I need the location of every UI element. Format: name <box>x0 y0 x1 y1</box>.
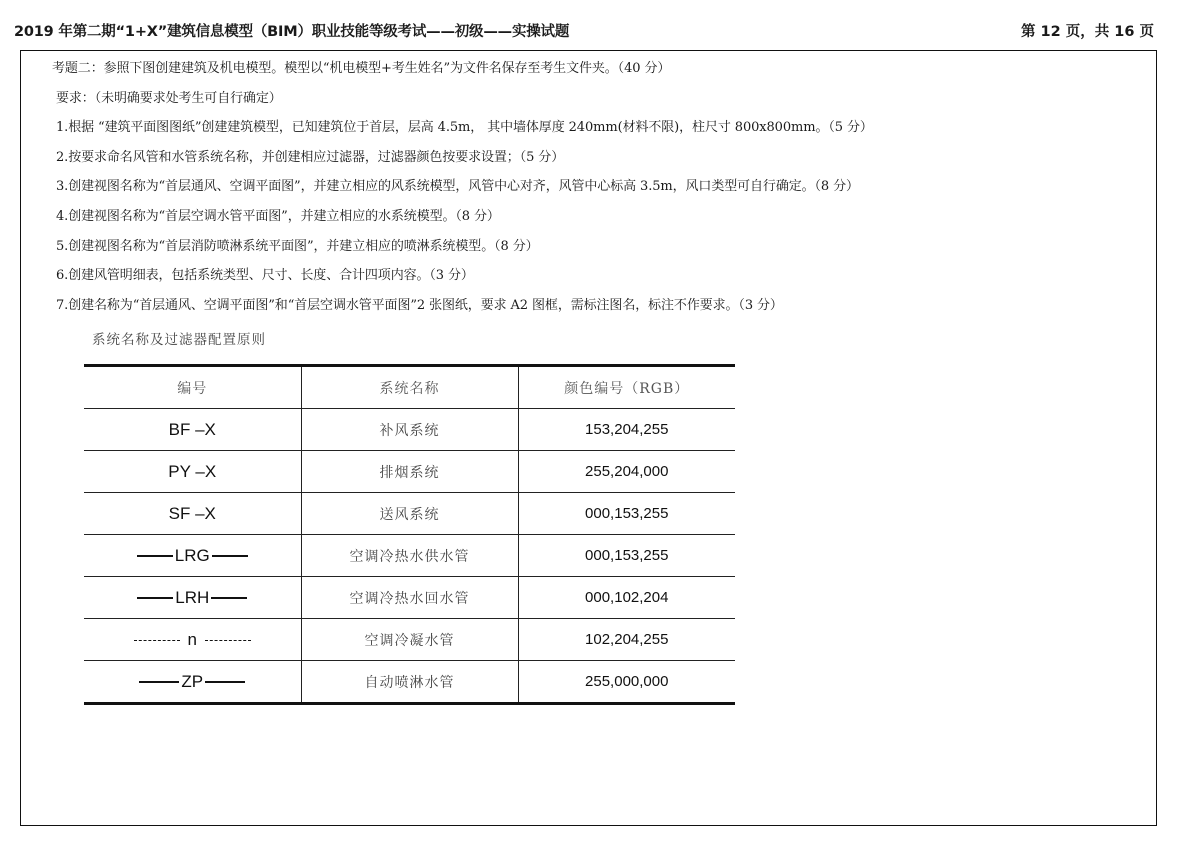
pipe-line-right <box>205 681 245 683</box>
pipe-line-right <box>211 597 247 599</box>
row-code-cell <box>84 535 301 577</box>
table-row <box>84 409 735 451</box>
header-rgb: 颜色编号（RGB） <box>518 366 735 409</box>
row-rgb: 255,000,000 <box>518 661 735 704</box>
pipe-line-left <box>137 597 173 599</box>
dashed-line-right <box>205 640 251 641</box>
row-code: n <box>187 629 197 649</box>
requirement-item-1: 1.根据 “建筑平面图图纸”创建建筑模型，已知建筑位于首层，层高 4.5m， 其中墙体厚度 240mm(材料不限)，柱尺寸 800x800mm。（5 分） <box>56 120 873 135</box>
requirement-item-5: 5.创建视图名称为“首层消防喷淋系统平面图”，并建立相应的喷淋系统模型。（8 分） <box>56 239 539 254</box>
table-row <box>84 493 735 535</box>
requirements-label: 要求：（未明确要求处考生可自行确定） <box>56 91 282 106</box>
requirement-item-7: 7.创建名称为“首层通风、空调平面图”和“首层空调水管平面图”2 张图纸，要求 A2 图框，需标注图名，标注不作要求。（3 分） <box>56 298 783 313</box>
header-system-name: 系统名称 <box>301 366 518 409</box>
row-rgb: 000,102,204 <box>518 577 735 619</box>
table-title: 系统名称及过滤器配置原则 <box>92 332 266 348</box>
row-rgb: 255,204,000 <box>518 451 735 493</box>
table-row <box>84 451 735 493</box>
row-code: LRH <box>175 587 210 607</box>
pipe-line-left <box>137 555 173 557</box>
row-code: SF –X <box>84 493 301 535</box>
document-title: 2019 年第二期“1+X”建筑信息模型（BIM）职业技能等级考试——初级——实操试题 <box>14 24 570 40</box>
row-system-name: 送风系统 <box>301 493 518 535</box>
requirement-item-2: 2.按要求命名风管和水管系统名称，并创建相应过滤器，过滤器颜色按要求设置；（5 分） <box>56 150 565 165</box>
row-code: PY –X <box>84 451 301 493</box>
row-code-cell <box>84 577 301 619</box>
row-system-name: 空调冷热水供水管 <box>301 535 518 577</box>
requirement-item-4: 4.创建视图名称为“首层空调水管平面图”，并建立相应的水系统模型。（8 分） <box>56 209 500 224</box>
requirement-item-3: 3.创建视图名称为“首层通风、空调平面图”，并建立相应的风系统模型，风管中心对齐，风管中心标高 3.5m，风口类型可自行确定。（8 分） <box>56 179 859 194</box>
pipe-line-right <box>212 555 248 557</box>
row-code: LRG <box>174 545 210 565</box>
row-rgb: 000,153,255 <box>518 493 735 535</box>
table-row <box>84 661 735 704</box>
table-row <box>84 535 735 577</box>
requirement-item-6: 6.创建风管明细表，包括系统类型、尺寸、长度、合计四项内容。（3 分） <box>56 268 474 283</box>
row-rgb: 102,204,255 <box>518 619 735 661</box>
row-code: ZP <box>181 671 204 691</box>
row-system-name: 排烟系统 <box>301 451 518 493</box>
question-intro: 考题二：参照下图创建建筑及机电模型。模型以“机电模型+考生姓名”为文件名保存至考生文件夹。（40 分） <box>52 61 671 76</box>
table-row <box>84 577 735 619</box>
table-row <box>84 619 735 661</box>
dashed-line-left <box>134 640 180 641</box>
row-rgb: 153,204,255 <box>518 409 735 451</box>
pipe-line-left <box>139 681 179 683</box>
row-system-name: 空调冷热水回水管 <box>301 577 518 619</box>
system-config-table <box>84 364 735 705</box>
row-system-name: 自动喷淋水管 <box>301 661 518 704</box>
row-system-name: 补风系统 <box>301 409 518 451</box>
header-code: 编号 <box>84 366 301 409</box>
page-number: 第 12 页，共 16 页 <box>1020 24 1154 40</box>
row-code-cell <box>84 619 301 661</box>
row-code: BF –X <box>84 409 301 451</box>
row-code-cell <box>84 661 301 704</box>
row-system-name: 空调冷凝水管 <box>301 619 518 661</box>
row-rgb: 000,153,255 <box>518 535 735 577</box>
table-header-row <box>84 366 735 409</box>
